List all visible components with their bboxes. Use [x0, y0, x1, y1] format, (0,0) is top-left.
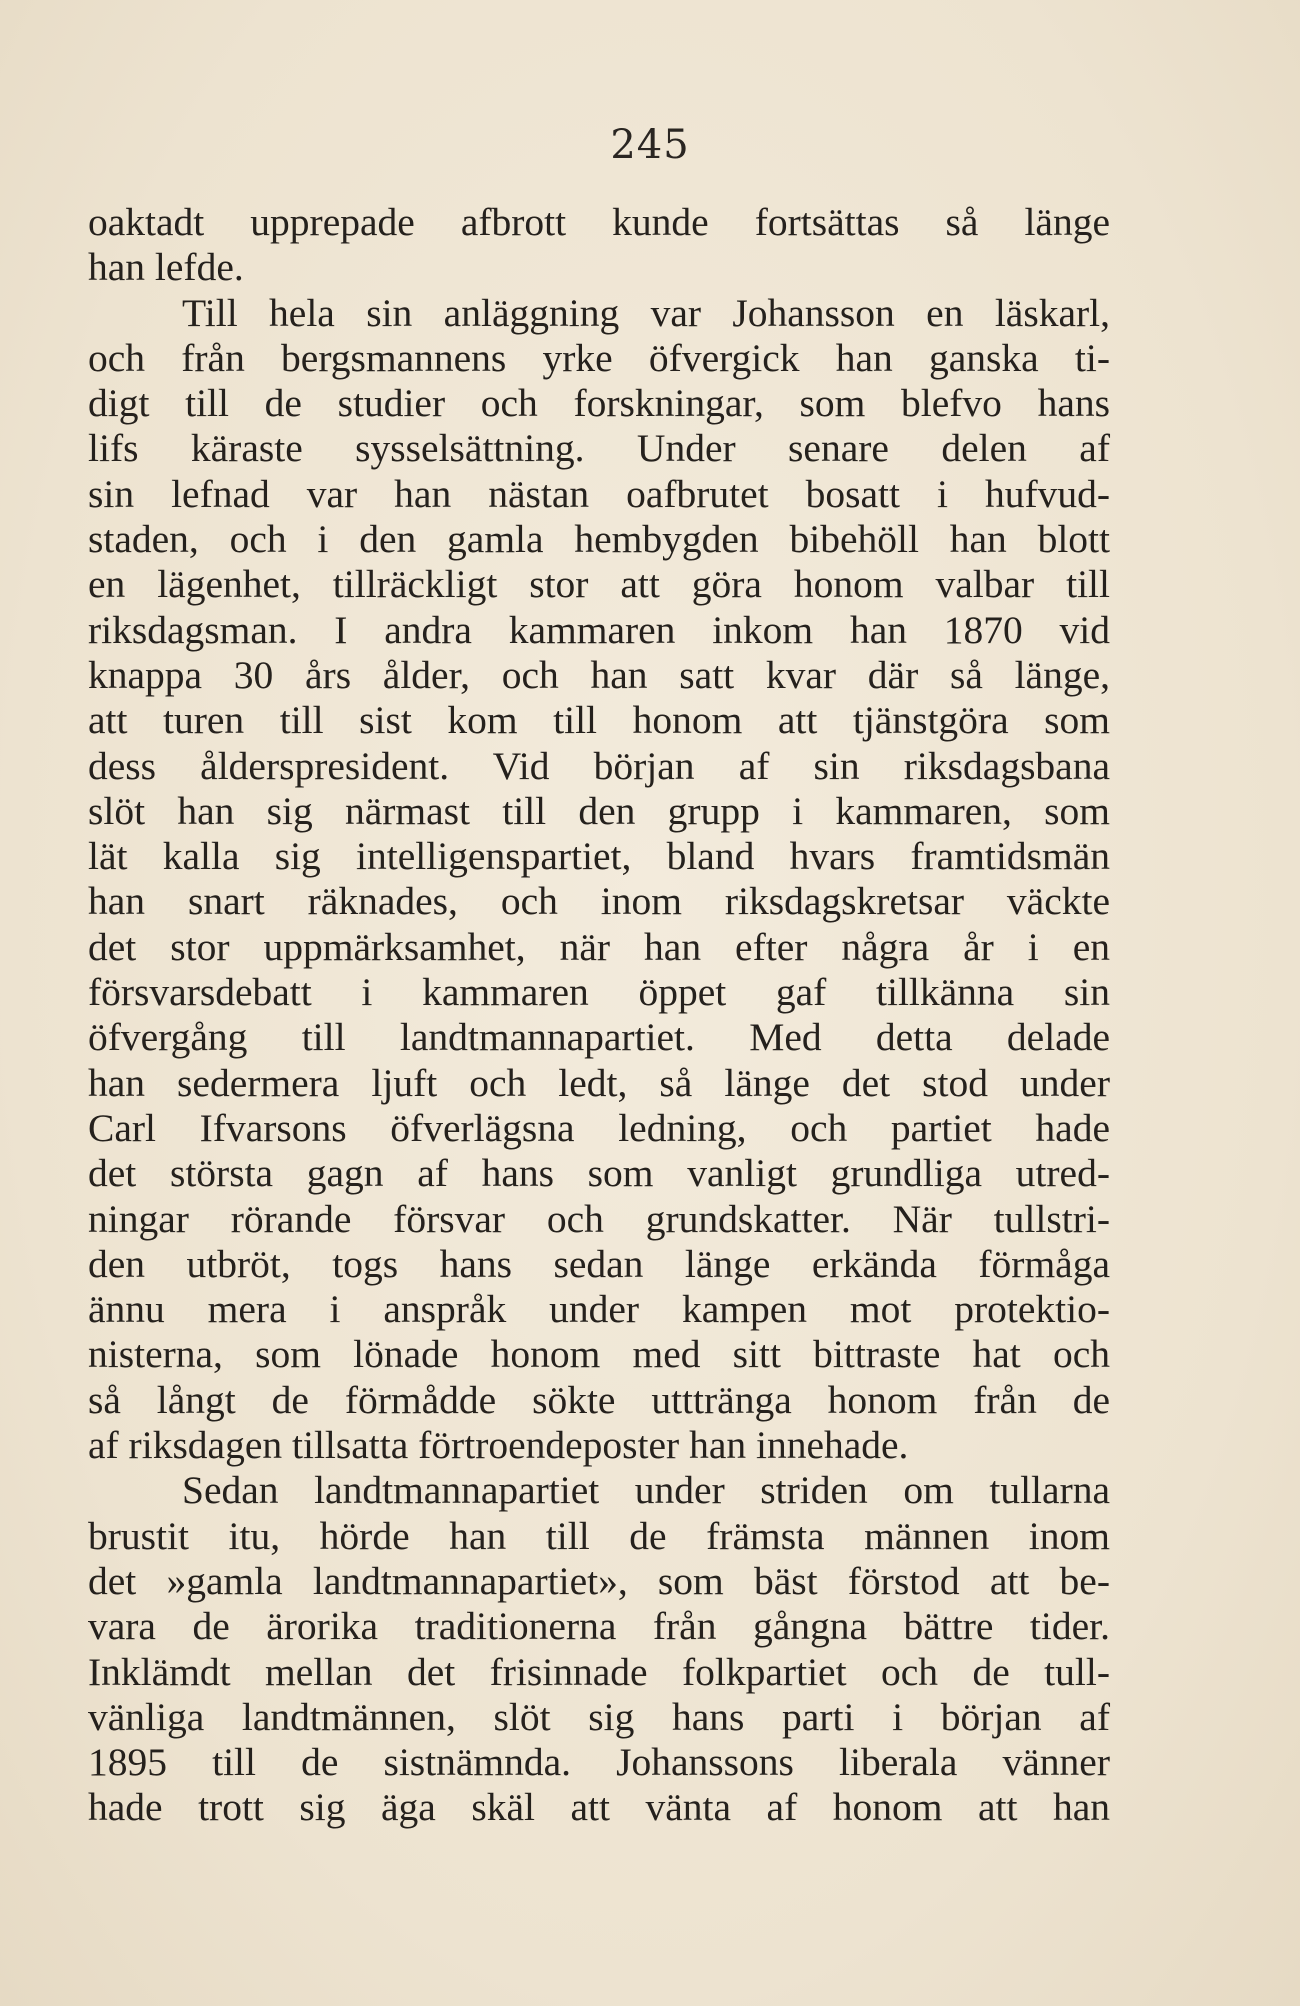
- text-line: brustit itu, hörde han till de främsta männen inom: [88, 1513, 1110, 1558]
- text-line: öfvergång till landtmannapartiet. Med detta delade: [88, 1015, 1110, 1060]
- text-line: vänliga landtmännen, slöt sig hans parti i början af: [88, 1694, 1110, 1739]
- text-line: Till hela sin anläggning var Johansson en läskarl,: [182, 290, 1110, 335]
- text-line: Carl Ifvarsons öfverlägsna ledning, och partiet hade: [88, 1105, 1110, 1150]
- text-line: han snart räknades, och inom riksdagskretsar väckte: [88, 879, 1110, 924]
- text-line: vara de ärorika traditionerna från gångna bättre tider.: [88, 1604, 1110, 1649]
- text-line: digt till de studier och forskningar, som blefvo hans: [88, 381, 1110, 426]
- text-line: det största gagn af hans som vanligt grundliga utred-: [88, 1151, 1110, 1196]
- text-line: 1895 till de sistnämnda. Johanssons liberala vänner: [88, 1740, 1110, 1785]
- text-line: riksdagsman. I andra kammaren inkom han 1870 vid: [88, 607, 1110, 652]
- text-line: lifs käraste sysselsättning. Under senare delen af: [88, 426, 1110, 471]
- text-line: och från bergsmannens yrke öfvergick han ganska ti-: [88, 335, 1110, 380]
- text-line: hade trott sig äga skäl att vänta af honom att han: [88, 1785, 1110, 1830]
- text-line: så långt de förmådde sökte utttränga honom från de: [88, 1377, 1110, 1422]
- text-line: han sedermera ljuft och ledt, så länge det stod under: [88, 1060, 1110, 1105]
- text-line: det stor uppmärksamhet, när han efter några år i en: [88, 924, 1110, 969]
- text-line: en lägenhet, tillräckligt stor att göra honom valbar till: [88, 562, 1110, 607]
- text-line: oaktadt upprepade afbrott kunde fortsättas så länge: [88, 200, 1110, 244]
- text-line: Sedan landtmannapartiet under striden om tullarna: [182, 1468, 1110, 1513]
- text-line: han lefde.: [88, 245, 244, 290]
- text-line: dess ålderspresident. Vid början af sin riksdagsbana: [88, 743, 1110, 788]
- body-text: [88, 200, 1110, 1831]
- text-line: att turen till sist kom till honom att tjänstgöra som: [88, 698, 1110, 743]
- text-line: staden, och i den gamla hembygden bibehöll han blott: [88, 517, 1110, 562]
- text-line: den utbröt, togs hans sedan länge erkända förmåga: [88, 1241, 1110, 1286]
- text-line: det »gamla landtmannapartiet», som bäst förstod att be-: [88, 1558, 1110, 1603]
- text-line: nisterna, som lönade honom med sitt bittraste hat och: [88, 1332, 1110, 1377]
- text-line: slöt han sig närmast till den grupp i kammaren, som: [88, 788, 1110, 833]
- page-number: 245: [610, 122, 690, 168]
- text-line: lät kalla sig intelligenspartiet, bland hvars framtidsmän: [88, 834, 1110, 879]
- text-line: försvarsdebatt i kammaren öppet gaf tillkänna sin: [88, 970, 1110, 1015]
- text-line: ännu mera i anspråk under kampen mot protektio-: [88, 1287, 1110, 1332]
- text-line: af riksdagen tillsatta förtroendeposter han innehade.: [88, 1423, 909, 1468]
- text-line: Inklämdt mellan det frisinnade folkpartiet och de tull-: [88, 1649, 1110, 1694]
- text-line: ningar rörande försvar och grundskatter. När tullstri-: [88, 1196, 1110, 1241]
- text-line: knappa 30 års ålder, och han satt kvar där så länge,: [88, 652, 1110, 697]
- text-line: sin lefnad var han nästan oafbrutet bosatt i hufvud-: [88, 471, 1110, 516]
